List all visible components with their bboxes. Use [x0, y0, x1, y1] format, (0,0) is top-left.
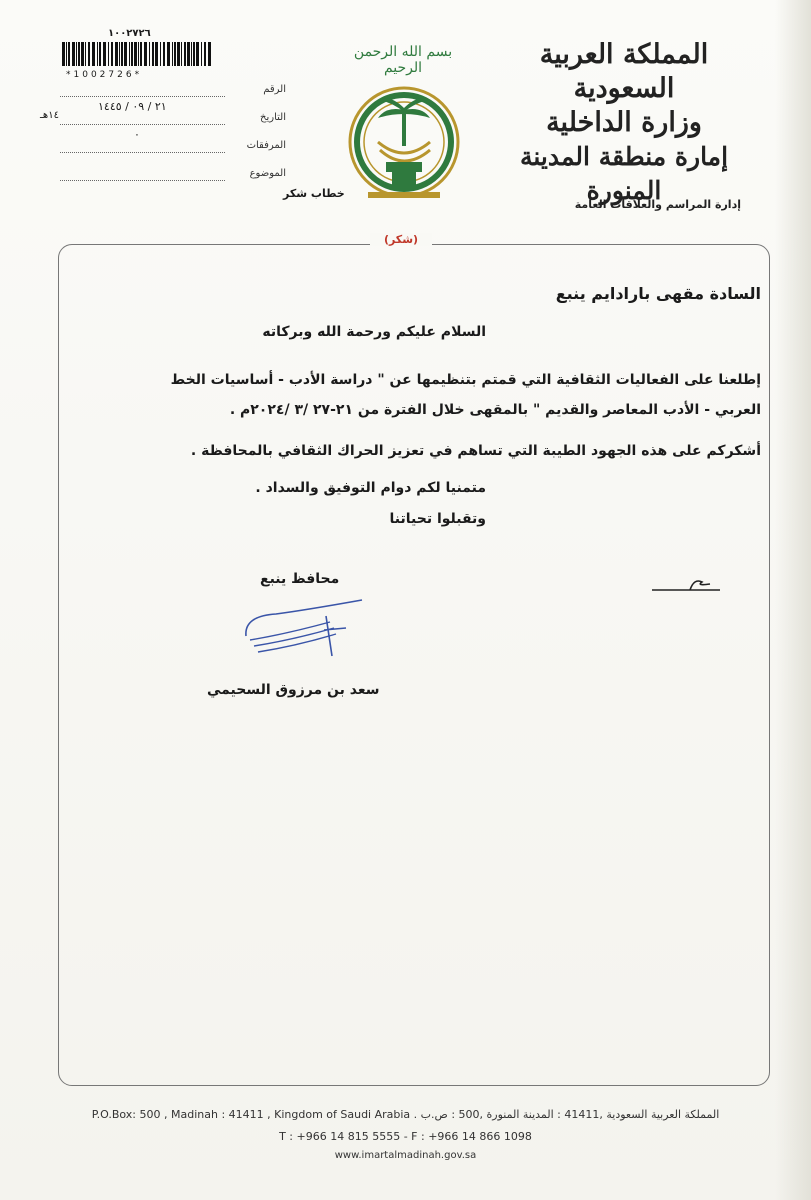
frame-label: (شكر): [370, 233, 432, 246]
letter-frame: [58, 244, 770, 1086]
ref-label: الرقم: [263, 84, 286, 95]
barcode-icon: [62, 42, 212, 66]
barcode-bar: [196, 42, 199, 66]
date-suffix: ١٤هـ: [40, 110, 59, 121]
footer-phones: T : +966 14 815 5555 - F : +966 14 866 1098: [279, 1130, 532, 1143]
department-name: إدارة المراسم والعلاقات العامة: [574, 198, 741, 211]
barcode-bar: [152, 42, 154, 66]
date-line: [60, 124, 225, 125]
barcode-bar: [108, 42, 109, 66]
attachments-value: ٠: [134, 128, 140, 141]
barcode-bar: [204, 42, 206, 66]
ministry-name: وزارة الداخلية: [546, 107, 702, 138]
subject-value: خطاب شكر: [283, 187, 345, 200]
barcode-bar: [184, 42, 186, 66]
signer-title: محافظ ينبع: [260, 571, 340, 587]
barcode-bar: [187, 42, 190, 66]
footer-website: www.imartalmadinah.gov.sa: [334, 1150, 477, 1161]
barcode-bar: [119, 42, 120, 66]
barcode-bar: [129, 42, 130, 66]
barcode-bar: [62, 42, 65, 66]
footer-address: P.O.Box: 500 , Madinah : 41411 , Kingdom of Saudi Arabia . المملكة العربية السعودية ,41411 : المدينة المنورة ,500 : ص.ب: [91, 1108, 720, 1121]
barcode-bar: [78, 42, 80, 66]
barcode-bar: [163, 42, 165, 66]
barcode-bar: [144, 42, 147, 66]
barcode-bar: [121, 42, 123, 66]
date-value: ٢١ / ٠٩ / ١٤٤٥: [98, 100, 167, 113]
barcode-number: ١٠٠٢٧٢٦: [108, 28, 151, 39]
barcode-bar: [131, 42, 133, 66]
barcode-bar: [99, 42, 101, 66]
initial-mark-icon: [650, 572, 730, 596]
barcode-bar: [167, 42, 170, 66]
barcode-bar: [115, 42, 118, 66]
barcode-bar: [138, 42, 139, 66]
barcode-bar: [201, 42, 202, 66]
letterhead-title: [499, 38, 749, 208]
page-edge-shadow: [775, 0, 811, 1200]
signer-name: سعد بن مرزوق السحيمي: [207, 682, 380, 698]
subject-label: الموضوع: [249, 168, 286, 179]
barcode-bar: [97, 42, 98, 66]
barcode-bar: [72, 42, 75, 66]
barcode-bar: [191, 42, 192, 66]
barcode-bar: [134, 42, 137, 66]
barcode-bar: [76, 42, 77, 66]
paragraph-1: إطلعنا على الفعاليات الثقافية التي قمتم بتنظيمها عن " دراسة الأدب - أساسيات الخط: [170, 372, 761, 388]
barcode-bar: [193, 42, 195, 66]
subject-line: [60, 180, 225, 181]
barcode-bar: [124, 42, 127, 66]
ref-line: [60, 96, 225, 97]
barcode-bar: [160, 42, 161, 66]
basmala: بسم الله الرحمن الرحيم: [353, 44, 453, 76]
barcode-bar: [155, 42, 158, 66]
barcode-bar: [208, 42, 211, 66]
barcode-text: *1002726*: [66, 70, 143, 80]
barcode-bar: [181, 42, 182, 66]
barcode-bar: [66, 42, 67, 66]
emblem-icon: [346, 80, 462, 208]
signature-icon: [236, 596, 366, 662]
paragraph-4: متمنيا لكم دوام التوفيق والسداد .: [255, 480, 486, 496]
barcode-bar: [88, 42, 90, 66]
recipient: السادة مقهى بارادايم ينبع: [555, 284, 761, 303]
barcode-bar: [149, 42, 150, 66]
paragraph-3: أشكركم على هذه الجهود الطيبة التي تساهم في تعزيز الحراك الثقافي بالمحافظة .: [190, 443, 761, 459]
barcode-bar: [85, 42, 86, 66]
barcode-bar: [111, 42, 113, 66]
attachments-line: [60, 152, 225, 153]
barcode-bar: [177, 42, 180, 66]
barcode-bar: [140, 42, 142, 66]
barcode-bar: [68, 42, 70, 66]
barcode-bar: [92, 42, 95, 66]
paragraph-2: العربي - الأدب المعاصر والقديم " بالمقهى خلال الفترة من ٢١-٢٧ /٣ /٢٠٢٤م .: [229, 402, 761, 418]
date-label: التاريخ: [260, 112, 286, 123]
barcode-bar: [172, 42, 173, 66]
barcode-bar: [103, 42, 106, 66]
barcode-bar: [81, 42, 84, 66]
kingdom-name: المملكة العربية السعودية: [539, 39, 709, 104]
attachments-label: المرفقات: [246, 140, 286, 151]
greeting: السلام عليكم ورحمة الله وبركاته: [262, 324, 486, 340]
barcode-bar: [174, 42, 176, 66]
closing: وتقبلوا تحياتنا: [389, 511, 486, 527]
emirate-name: إمارة منطقة المدينة المنورة: [519, 142, 729, 205]
